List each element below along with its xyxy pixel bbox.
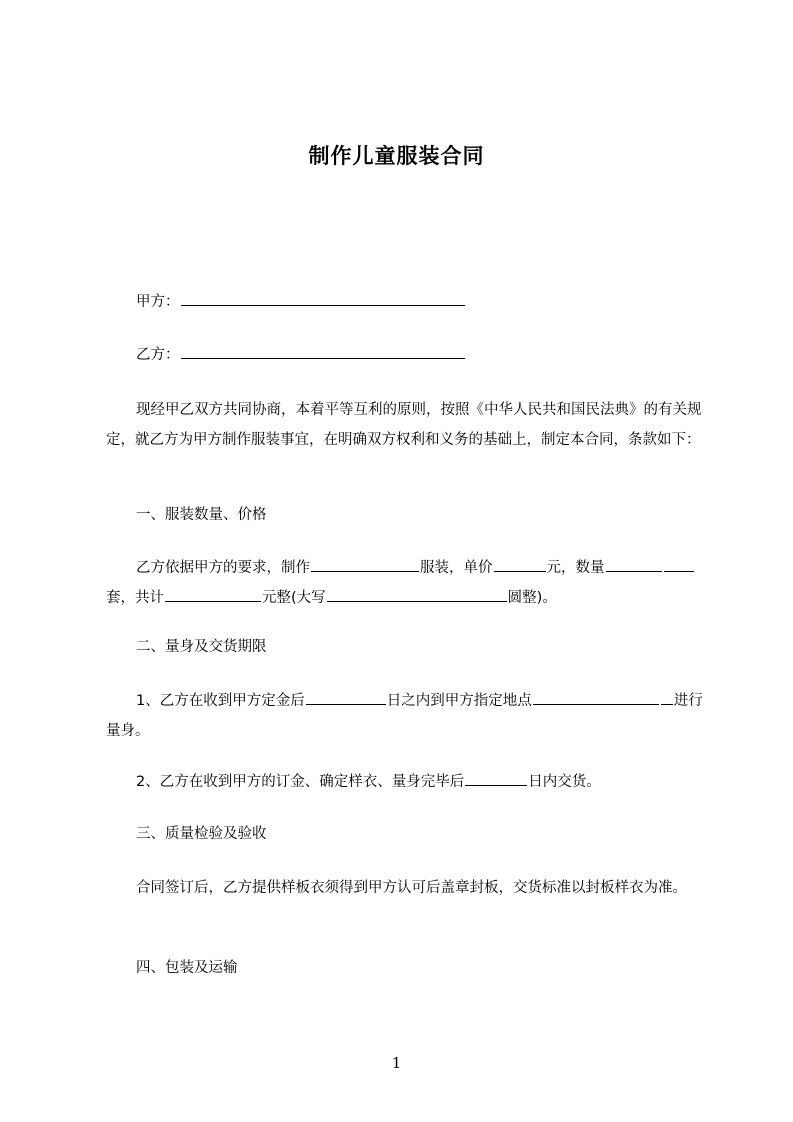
s1-text-2: 服装，单价 (420, 560, 493, 576)
party-a-label: 甲方： (136, 294, 180, 310)
s2-item1-text-a: 1、乙方在收到甲方定金后 (136, 693, 305, 709)
section-1-text (106, 553, 706, 613)
quantity-blank-2[interactable] (664, 555, 694, 572)
party-b-blank[interactable] (181, 342, 465, 359)
unit-price-blank[interactable] (494, 555, 546, 572)
intro-paragraph: 现经甲乙双方共同协商，本着平等互利的原则，按照《中华人民共和国民法典》的有关规定，就乙方为甲方制作服装事宜，在明确双方权利和义务的基础上，制定本合同，条款如下： (106, 402, 702, 448)
section-2-item-1 (106, 686, 706, 746)
s1-text-6: 圆整)。 (507, 590, 557, 606)
location-blank-2[interactable] (661, 688, 673, 705)
section-2-item-2 (136, 767, 706, 797)
s1-text-4: 套，共计 (106, 590, 164, 606)
page-number: 1 (391, 1054, 402, 1072)
party-a-line (136, 287, 706, 317)
location-blank-1[interactable] (533, 688, 659, 705)
total-blank[interactable] (165, 585, 261, 602)
party-a-blank[interactable] (181, 289, 465, 306)
delivery-days-blank[interactable] (465, 769, 527, 786)
s2-item2-text-b: 日内交货。 (528, 774, 601, 790)
s1-text-1: 乙方依据甲方的要求，制作 (136, 560, 310, 576)
total-words-blank[interactable] (327, 585, 507, 602)
quantity-blank-1[interactable] (606, 555, 662, 572)
garment-blank[interactable] (311, 555, 419, 572)
contract-title: 制作儿童服装合同 (308, 144, 485, 168)
section-3-heading: 三、质量检验及验收 (136, 826, 267, 842)
s2-item1-text-b: 日之内到甲方指定地点 (386, 693, 532, 709)
section-2-heading: 二、量身及交货期限 (136, 639, 267, 655)
section-1-heading: 一、服装数量、价格 (136, 507, 267, 523)
days-blank[interactable] (306, 688, 386, 705)
s2-item1-text-c: 进行量身。 (106, 693, 703, 739)
party-b-label: 乙方： (136, 347, 180, 363)
s2-item2-text-a: 2、乙方在收到甲方的订金、确定样衣、量身完毕后 (136, 774, 465, 790)
section-4-heading: 四、包装及运输 (136, 960, 238, 976)
section-3-text: 合同签订后，乙方提供样板衣须得到甲方认可后盖章封板，交货标准以封板样衣为准。 (136, 880, 687, 896)
party-b-line (136, 340, 706, 370)
s1-text-5: 元整(大写 (262, 590, 326, 606)
s1-text-3: 元，数量 (546, 560, 605, 576)
